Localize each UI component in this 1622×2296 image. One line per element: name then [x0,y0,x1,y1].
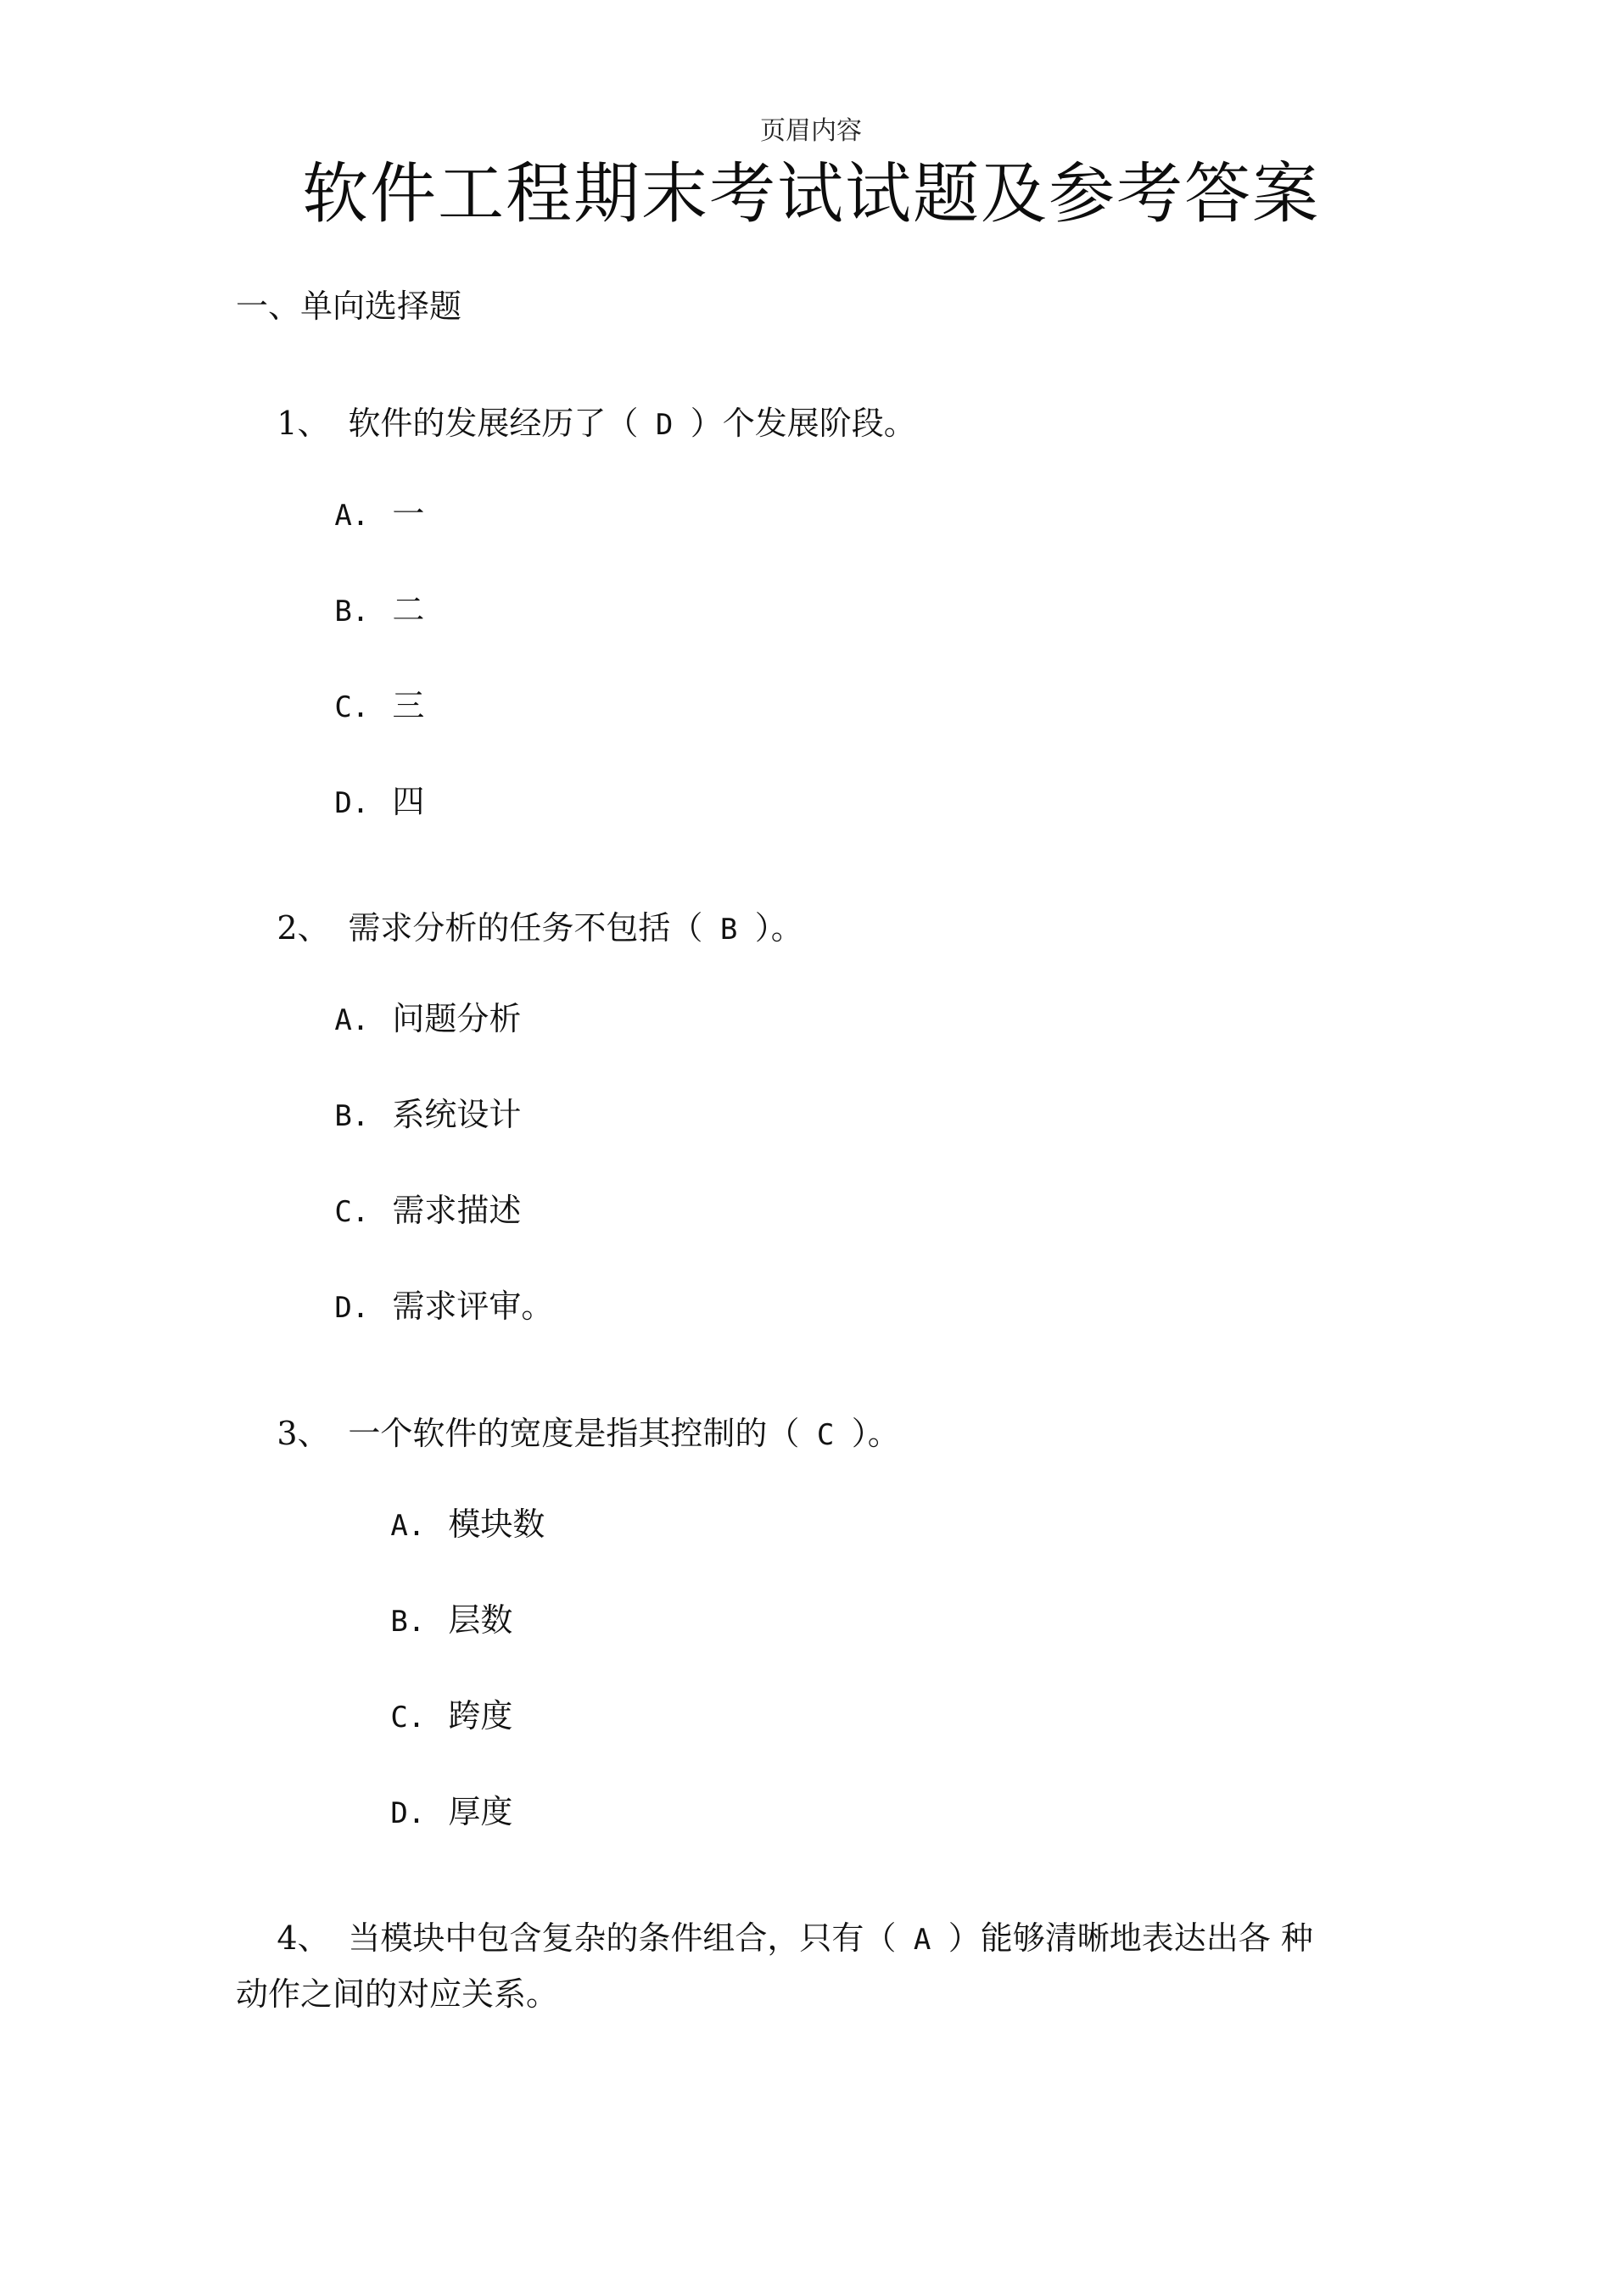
question-2 [236,880,803,976]
page-header: 页眉内容 [760,116,862,146]
option-d [294,1258,553,1355]
question-stem-end: ）。 [754,909,803,947]
option-b [294,1066,521,1163]
option-letter: C. [334,1195,370,1229]
option-text: 需求描述 [392,1192,522,1229]
option-letter: A. [334,499,370,533]
question-stem-end: ）。 [851,1415,900,1452]
option-c [350,1668,512,1764]
option-letter: D. [334,1291,370,1325]
section-heading: 一、单向选择题 [236,288,462,325]
option-letter: B. [334,595,370,628]
question-stem: 当模块中包含复杂的条件组合，只有（ [348,1919,897,1957]
option-a [350,1476,545,1573]
question-answer: C [799,1418,852,1452]
question-number: 3、 [277,1415,330,1452]
question-stem-end: ）个发展阶段。 [690,405,916,442]
question-answer: D [638,408,691,442]
option-letter: D. [390,1796,426,1830]
option-letter: B. [390,1605,426,1639]
option-b [350,1572,512,1668]
option-d [294,753,424,850]
option-text: 层数 [448,1601,513,1639]
option-text: 一 [392,495,425,533]
option-b [294,561,424,658]
question-answer: B [702,913,755,947]
option-letter: B. [334,1099,370,1133]
option-c [294,1162,521,1259]
question-1 [236,375,916,472]
option-text: 系统设计 [392,1096,522,1133]
option-text: 跨度 [448,1697,513,1735]
option-text: 模块数 [448,1506,545,1543]
option-letter: C. [334,690,370,724]
document-title: 软件工程期末考试试题及参考答案 [301,156,1320,232]
option-letter: A. [334,1003,370,1037]
option-text: 问题分析 [392,1000,522,1037]
question-3 [236,1385,900,1482]
question-stem-end: ）能够清晰地表达出各 种 [948,1919,1313,1957]
option-letter: C. [390,1701,426,1735]
option-c [294,657,424,754]
option-text: 厚度 [448,1793,513,1830]
option-text: 四 [392,783,425,820]
option-letter: D. [334,786,370,820]
option-text: 需求评审。 [392,1288,554,1325]
question-answer: A [896,1923,948,1957]
question-number: 1、 [277,405,330,442]
question-number: 4、 [277,1919,330,1957]
option-text: 二 [392,591,425,628]
option-a [294,466,424,562]
question-stem: 软件的发展经历了（ [348,405,639,442]
option-text: 三 [392,687,425,724]
question-number: 2、 [277,909,330,947]
option-letter: A. [390,1509,426,1543]
question-stem: 一个软件的宽度是指其控制的（ [348,1415,800,1452]
option-d [350,1763,512,1860]
option-a [294,970,521,1067]
question-4-continuation: 动作之间的对应关系。 [236,1975,559,2013]
question-stem: 需求分析的任务不包括（ [348,909,703,947]
question-4 [236,1890,1313,1986]
